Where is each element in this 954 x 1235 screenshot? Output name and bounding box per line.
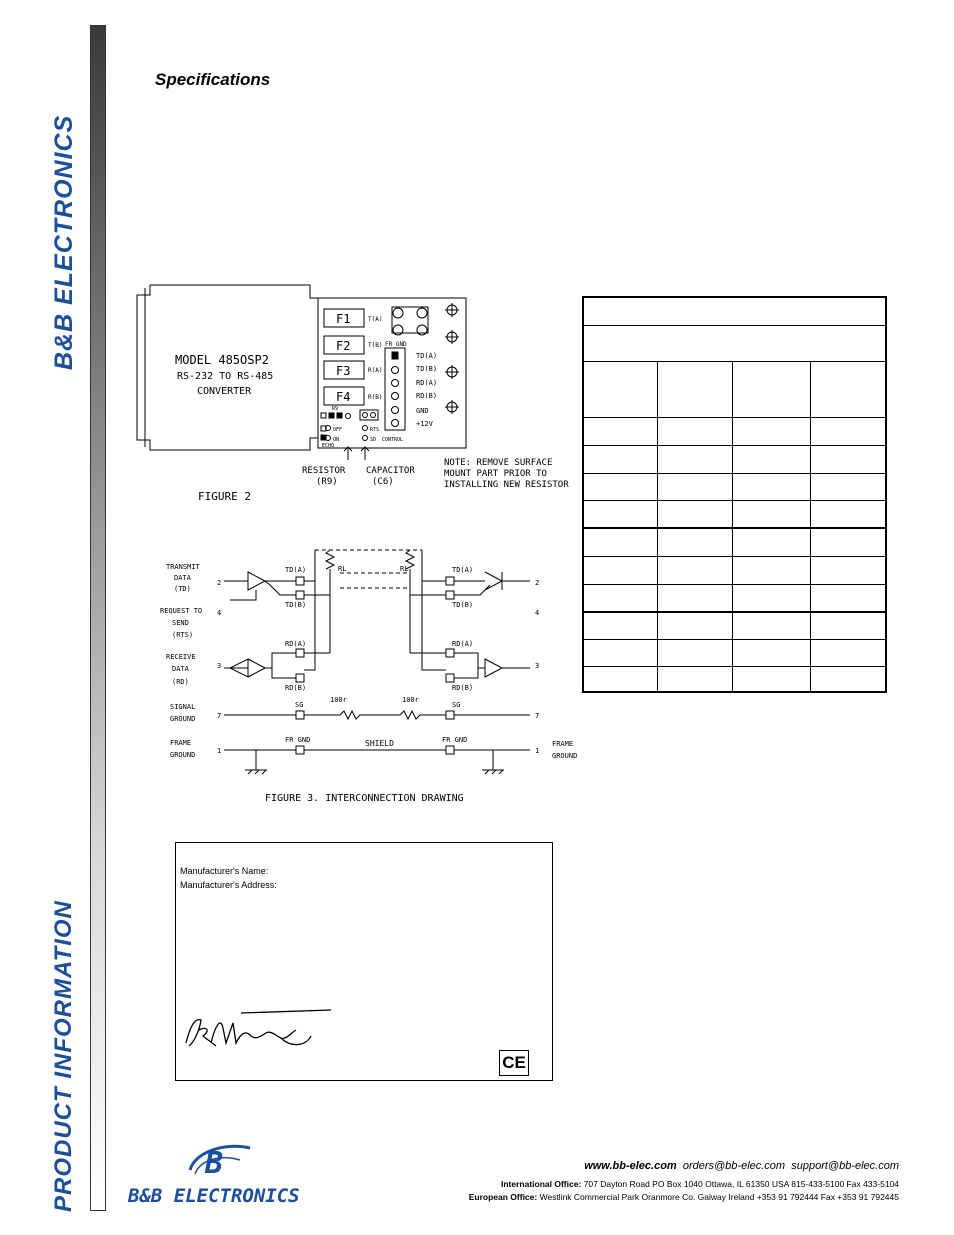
ce-mark: CE <box>499 1050 529 1076</box>
f3-left-rd-2: DATA <box>172 665 189 673</box>
table-row <box>584 667 885 691</box>
f3-left-td-2: DATA <box>174 574 191 582</box>
f3-term-sg-right: SG <box>452 701 461 709</box>
declaration-box <box>175 842 553 1081</box>
terminal-block <box>385 348 405 430</box>
fig2-off: OFF <box>333 427 343 433</box>
f3-pin-left-3: 3 <box>217 662 222 670</box>
table-row <box>584 446 885 474</box>
fig2-on: ON <box>333 437 340 443</box>
footer-euro-office: European Office: Westlink Commercial Park Oranmore Co. Galway Ireland +353 91 792444 Fax +353 91 792445 <box>468 1192 899 1202</box>
figure3-drawing <box>160 545 590 810</box>
mounting-holes <box>445 303 459 414</box>
fig2-converter-word: CONVERTER <box>197 386 252 397</box>
f3-100r-left: 100r <box>330 696 347 704</box>
f3-pin-right-7: 7 <box>535 712 540 720</box>
f3-term-tdb-right: TD(B) <box>452 601 474 609</box>
fig2-capacitor-ref: (C6) <box>372 477 394 487</box>
section-vertical-text: PRODUCT INFORMATION <box>50 900 77 1212</box>
jumper-label-rb: R(B) <box>368 394 383 401</box>
f3-term-rdb-right: RD(B) <box>452 684 474 692</box>
manufacturer-address-label: Manufacturer's Address: <box>180 880 277 890</box>
table-row <box>584 474 885 501</box>
table-row <box>584 418 885 446</box>
logo-wordmark: B&B ELECTRONICS <box>128 1185 300 1207</box>
signature-image <box>181 1008 341 1053</box>
f3-term-tda-right: TD(A) <box>452 566 474 574</box>
f3-rl-left: RL <box>338 565 347 573</box>
f3-left-fg-2: GROUND <box>170 751 196 759</box>
f3-pin-left-4: 4 <box>217 609 222 617</box>
f3-shield: SHIELD <box>365 739 394 748</box>
f3-left-td-3: (TD) <box>174 585 191 593</box>
fuse-label-4: F4 <box>336 390 351 404</box>
f3-pin-left-7: 7 <box>217 712 222 720</box>
spec-table <box>582 296 887 693</box>
f3-left-td-1: TRANSMIT <box>166 563 200 571</box>
f3-left-rts-1: REQUEST TO <box>160 607 203 615</box>
fig2-fr-gnd: FR GND <box>385 341 407 348</box>
fig2-capacitor: CAPACITOR <box>366 466 415 476</box>
fig2-converter-line: RS-232 TO RS-485 <box>177 371 274 382</box>
terminal-label-rdb: RD(B) <box>416 392 438 400</box>
footer-web-link[interactable]: www.bb-elec.com <box>584 1160 677 1172</box>
jumper-blocks <box>321 410 378 441</box>
table-row <box>584 529 885 557</box>
jumper-label-ta: T(A) <box>368 316 383 323</box>
f3-right-fg-2: GROUND <box>552 752 578 760</box>
f3-rl-right: RL <box>400 565 409 573</box>
fig2-sd: SD <box>370 437 377 443</box>
f3-term-rdb-left: RD(B) <box>285 684 307 692</box>
f3-left-rd-1: RECEIVE <box>166 653 196 661</box>
fig2-note-2: MOUNT PART PRIOR TO <box>444 469 547 479</box>
f3-left-sg-1: SIGNAL <box>170 703 196 711</box>
figure2-drawing <box>130 280 575 510</box>
f3-term-sg-left: SG <box>295 701 304 709</box>
f3-left-sg-2: GROUND <box>170 715 196 723</box>
callout-arrows <box>344 447 369 460</box>
table-row <box>584 557 885 585</box>
logo-letter: B <box>205 1146 224 1181</box>
footer-orders-email[interactable]: orders@bb-elec.com <box>682 1160 786 1172</box>
f3-pin-left-2: 2 <box>217 579 222 587</box>
fig2-resistor: RESISTOR <box>302 466 346 476</box>
converter-enclosure <box>137 285 318 450</box>
fig2-model: MODEL 485OSP2 <box>175 353 269 367</box>
f3-pin-right-1: 1 <box>535 747 540 755</box>
fuse-label-2: F2 <box>336 339 351 353</box>
f3-term-tda-left: TD(A) <box>285 566 307 574</box>
jumper-label-ra: R(A) <box>368 367 383 374</box>
f3-left-fg-1: FRAME <box>170 739 192 747</box>
company-logo <box>125 1140 375 1210</box>
fuse-label-3: F3 <box>336 364 351 378</box>
figure3-caption: FIGURE 3. INTERCONNECTION DRAWING <box>265 793 464 804</box>
f3-pin-right-3: 3 <box>535 662 540 670</box>
fig2-r9-tag: R9 <box>332 406 339 412</box>
sidebar-gradient-bar <box>90 25 106 1211</box>
figure2-caption: FIGURE 2 <box>198 490 251 503</box>
terminal-label-tdb: TD(B) <box>416 365 438 373</box>
terminal-screws <box>392 352 399 427</box>
fig2-echo: ECHO <box>322 443 335 449</box>
table-title-row <box>584 298 885 326</box>
f3-left-rts-2: SEND <box>172 619 189 627</box>
terminal-label-tda: TD(A) <box>416 352 438 360</box>
fuse-label-1: F1 <box>336 312 351 326</box>
f3-term-rda-right: RD(A) <box>452 640 474 648</box>
f3-term-frgnd-right: FR GND <box>442 736 468 744</box>
fig2-note-1: NOTE: REMOVE SURFACE <box>444 458 553 468</box>
fig2-note-3: INSTALLING NEW RESISTOR <box>444 480 569 490</box>
f3-pin-right-2: 2 <box>535 579 540 587</box>
f3-100r-right: 100r <box>402 696 419 704</box>
footer-contacts <box>584 1160 899 1172</box>
manufacturer-name-label: Manufacturer's Name: <box>180 866 269 876</box>
table-row <box>584 640 885 667</box>
table-row <box>584 585 885 613</box>
brand-vertical-text: B&B ELECTRONICS <box>50 114 78 370</box>
table-row <box>584 501 885 529</box>
f3-pin-right-4: 4 <box>535 609 540 617</box>
table-subtitle-row <box>584 326 885 362</box>
jumper-label-tb: T(B) <box>368 342 383 349</box>
terminal-label-12v: +12V <box>416 420 433 428</box>
top-connector <box>392 307 428 335</box>
terminal-label-rda: RD(A) <box>416 379 438 387</box>
fig2-rts: RTS <box>370 427 380 433</box>
page-title: Specifications <box>155 70 271 89</box>
terminal-label-gnd: GND <box>416 407 429 415</box>
f3-right-fg-1: FRAME <box>552 740 574 748</box>
table-row <box>584 613 885 640</box>
table-header-row <box>584 362 885 418</box>
f3-pin-left-1: 1 <box>217 747 222 755</box>
fig2-control: CONTROL <box>382 437 404 443</box>
footer-intl-office: International Office: 707 Dayton Road PO Box 1040 Ottawa, IL 61350 USA 815-433-5100 Fax 433-5104 <box>500 1179 899 1189</box>
fig2-resistor-ref: (R9) <box>316 477 338 487</box>
f3-term-frgnd-left: FR GND <box>285 736 311 744</box>
f3-term-rda-left: RD(A) <box>285 640 307 648</box>
f3-left-rts-3: (RTS) <box>172 631 194 639</box>
footer-support-email[interactable]: support@bb-elec.com <box>791 1160 899 1172</box>
f3-left-rd-3: (RD) <box>172 678 189 686</box>
f3-term-tdb-left: TD(B) <box>285 601 307 609</box>
